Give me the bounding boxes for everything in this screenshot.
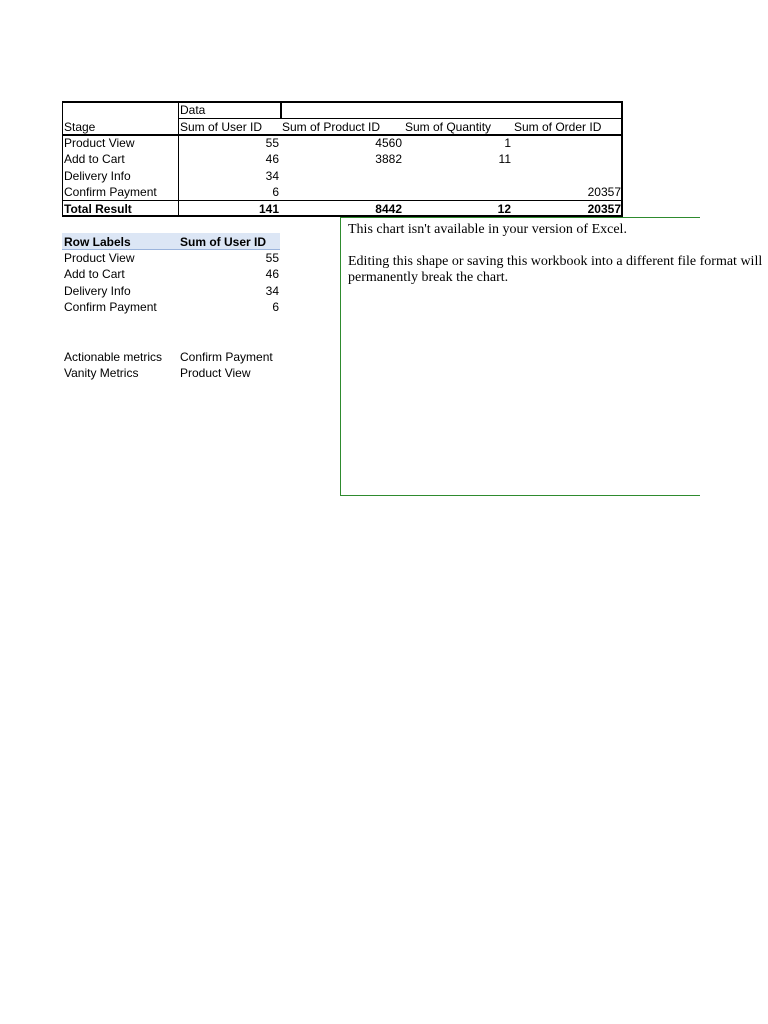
row-stage-delivery-info[interactable]: Delivery Info xyxy=(64,169,131,183)
cell-order-id[interactable] xyxy=(514,135,621,151)
column-header-quantity[interactable]: Sum of Quantity xyxy=(405,120,492,134)
pivot2-row-value[interactable]: 34 xyxy=(265,284,279,298)
cell-user-id[interactable]: 46 xyxy=(265,152,279,166)
cell-user-id[interactable]: 34 xyxy=(265,169,279,183)
pivot2-row-label[interactable]: Add to Cart xyxy=(64,267,125,281)
cell-product-id[interactable]: 4560 xyxy=(375,136,402,150)
cell-product-id[interactable] xyxy=(282,184,402,200)
chart-break-warning: permanently break the chart. xyxy=(348,270,509,285)
total-order-id[interactable]: 20357 xyxy=(587,202,621,216)
pivot2-row-label[interactable]: Confirm Payment xyxy=(64,300,157,314)
cell-quantity[interactable]: 11 xyxy=(498,152,511,166)
total-product-id[interactable]: 8442 xyxy=(375,202,402,216)
sum-user-id-header[interactable]: Sum of User ID xyxy=(180,235,267,249)
chart-edit-warning: Editing this shape or saving this workbook into a different file format will xyxy=(348,254,763,269)
cell-user-id[interactable]: 6 xyxy=(272,185,279,199)
cell-quantity[interactable]: 1 xyxy=(504,136,511,150)
pivot2-row-value[interactable]: 46 xyxy=(265,267,279,281)
chart-placeholder-shape[interactable] xyxy=(340,217,763,497)
actionable-metrics-value[interactable]: Confirm Payment xyxy=(180,350,273,364)
cell-quantity[interactable] xyxy=(405,168,511,184)
cell-quantity[interactable] xyxy=(405,184,511,200)
cell-order-id[interactable] xyxy=(514,168,621,184)
table-border-top xyxy=(62,101,623,103)
pivot2-row-value[interactable]: 6 xyxy=(272,300,279,314)
cell-product-id[interactable] xyxy=(282,168,402,184)
column-header-order-id[interactable]: Sum of Order ID xyxy=(514,120,602,134)
cell-order-id[interactable]: 20357 xyxy=(587,185,621,199)
total-quantity[interactable]: 12 xyxy=(497,202,511,216)
column-header-user-id[interactable]: Sum of User ID xyxy=(180,120,263,134)
column-header-product-id[interactable]: Sum of Product ID xyxy=(282,120,381,134)
data-label[interactable]: Data xyxy=(180,103,206,117)
actionable-metrics-label[interactable]: Actionable metrics xyxy=(64,350,163,364)
pivot2-row-value[interactable]: 55 xyxy=(265,251,279,265)
cell-product-id[interactable]: 3882 xyxy=(375,152,402,166)
total-result-label[interactable]: Total Result xyxy=(64,202,132,216)
pivot2-row-label[interactable]: Product View xyxy=(64,251,135,265)
cell-order-id[interactable] xyxy=(514,151,621,167)
row-stage-confirm-payment[interactable]: Confirm Payment xyxy=(64,185,157,199)
vanity-metrics-label[interactable]: Vanity Metrics xyxy=(64,366,139,380)
pivot2-row-label[interactable]: Delivery Info xyxy=(64,284,131,298)
data-label-divider xyxy=(280,101,282,119)
stage-header[interactable]: Stage xyxy=(64,120,96,134)
vanity-metrics-value[interactable]: Product View xyxy=(180,366,251,380)
chart-unavailable-message: This chart isn't available in your version of Excel. xyxy=(348,222,627,237)
cell-user-id[interactable]: 55 xyxy=(265,136,279,150)
row-stage-product-view[interactable]: Product View xyxy=(64,136,135,150)
row-stage-add-to-cart[interactable]: Add to Cart xyxy=(64,152,125,166)
stage-column-divider xyxy=(178,101,179,217)
total-user-id[interactable]: 141 xyxy=(258,202,279,216)
row-labels-header[interactable]: Row Labels xyxy=(64,235,131,249)
